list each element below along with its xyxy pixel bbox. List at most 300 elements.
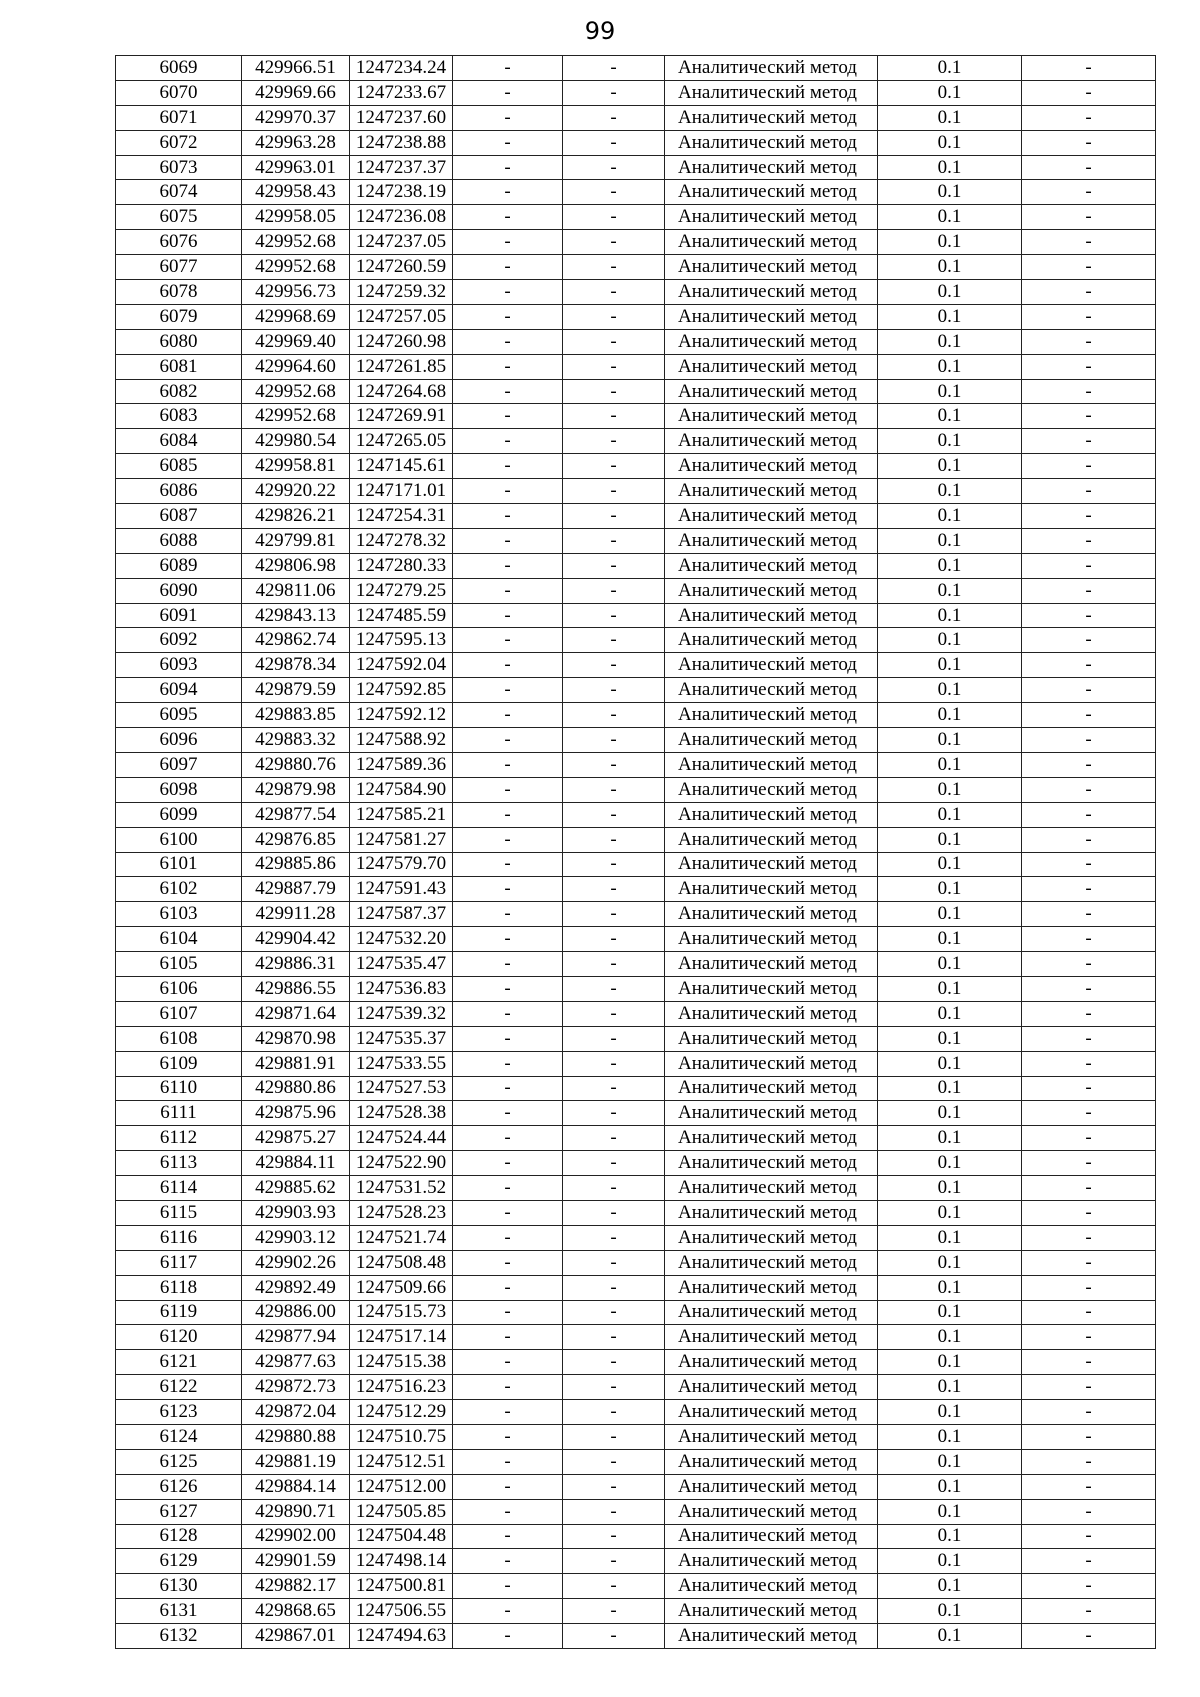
point-number-cell: 6071 bbox=[116, 105, 242, 130]
table-row bbox=[116, 628, 1156, 653]
dash-cell-b: - bbox=[563, 1300, 665, 1325]
dash-cell-c: - bbox=[1022, 1200, 1156, 1225]
dash-cell-b: - bbox=[563, 902, 665, 927]
dash-cell-c: - bbox=[1022, 703, 1156, 728]
accuracy-cell: 0.1 bbox=[878, 852, 1022, 877]
dash-cell-a: - bbox=[453, 379, 563, 404]
dash-cell-c: - bbox=[1022, 329, 1156, 354]
method-cell: Аналитический метод bbox=[665, 255, 878, 280]
dash-cell-b: - bbox=[563, 1524, 665, 1549]
dash-cell-c: - bbox=[1022, 1026, 1156, 1051]
x-coordinate-cell: 429958.81 bbox=[242, 454, 350, 479]
dash-cell-a: - bbox=[453, 454, 563, 479]
accuracy-cell: 0.1 bbox=[878, 1424, 1022, 1449]
table-row bbox=[116, 1275, 1156, 1300]
x-coordinate-cell: 429911.28 bbox=[242, 902, 350, 927]
accuracy-cell: 0.1 bbox=[878, 1325, 1022, 1350]
x-coordinate-cell: 429879.98 bbox=[242, 777, 350, 802]
x-coordinate-cell: 429887.79 bbox=[242, 877, 350, 902]
accuracy-cell: 0.1 bbox=[878, 280, 1022, 305]
x-coordinate-cell: 429963.01 bbox=[242, 155, 350, 180]
point-number-cell: 6083 bbox=[116, 404, 242, 429]
x-coordinate-cell: 429868.65 bbox=[242, 1599, 350, 1624]
dash-cell-b: - bbox=[563, 56, 665, 81]
table-row bbox=[116, 504, 1156, 529]
table-row bbox=[116, 1449, 1156, 1474]
method-cell: Аналитический метод bbox=[665, 802, 878, 827]
point-number-cell: 6130 bbox=[116, 1574, 242, 1599]
method-cell: Аналитический метод bbox=[665, 1375, 878, 1400]
x-coordinate-cell: 429885.62 bbox=[242, 1176, 350, 1201]
table-row bbox=[116, 902, 1156, 927]
point-number-cell: 6123 bbox=[116, 1400, 242, 1425]
accuracy-cell: 0.1 bbox=[878, 1574, 1022, 1599]
method-cell: Аналитический метод bbox=[665, 528, 878, 553]
point-number-cell: 6072 bbox=[116, 130, 242, 155]
point-number-cell: 6098 bbox=[116, 777, 242, 802]
y-coordinate-cell: 1247279.25 bbox=[350, 578, 453, 603]
x-coordinate-cell: 429952.68 bbox=[242, 230, 350, 255]
point-number-cell: 6120 bbox=[116, 1325, 242, 1350]
dash-cell-b: - bbox=[563, 777, 665, 802]
method-cell: Аналитический метод bbox=[665, 752, 878, 777]
dash-cell-c: - bbox=[1022, 1624, 1156, 1649]
method-cell: Аналитический метод bbox=[665, 1001, 878, 1026]
method-cell: Аналитический метод bbox=[665, 105, 878, 130]
point-number-cell: 6094 bbox=[116, 678, 242, 703]
dash-cell-c: - bbox=[1022, 504, 1156, 529]
dash-cell-a: - bbox=[453, 528, 563, 553]
x-coordinate-cell: 429952.68 bbox=[242, 379, 350, 404]
dash-cell-b: - bbox=[563, 603, 665, 628]
dash-cell-c: - bbox=[1022, 280, 1156, 305]
x-coordinate-cell: 429920.22 bbox=[242, 479, 350, 504]
dash-cell-c: - bbox=[1022, 852, 1156, 877]
x-coordinate-cell: 429881.91 bbox=[242, 1051, 350, 1076]
y-coordinate-cell: 1247171.01 bbox=[350, 479, 453, 504]
dash-cell-c: - bbox=[1022, 728, 1156, 753]
accuracy-cell: 0.1 bbox=[878, 678, 1022, 703]
point-number-cell: 6103 bbox=[116, 902, 242, 927]
dash-cell-a: - bbox=[453, 1474, 563, 1499]
dash-cell-a: - bbox=[453, 1599, 563, 1624]
dash-cell-c: - bbox=[1022, 752, 1156, 777]
accuracy-cell: 0.1 bbox=[878, 728, 1022, 753]
y-coordinate-cell: 1247508.48 bbox=[350, 1250, 453, 1275]
dash-cell-c: - bbox=[1022, 1051, 1156, 1076]
x-coordinate-cell: 429969.66 bbox=[242, 80, 350, 105]
dash-cell-c: - bbox=[1022, 354, 1156, 379]
table-row bbox=[116, 976, 1156, 1001]
dash-cell-b: - bbox=[563, 429, 665, 454]
point-number-cell: 6128 bbox=[116, 1524, 242, 1549]
method-cell: Аналитический метод bbox=[665, 1225, 878, 1250]
accuracy-cell: 0.1 bbox=[878, 230, 1022, 255]
dash-cell-a: - bbox=[453, 1624, 563, 1649]
dash-cell-a: - bbox=[453, 952, 563, 977]
x-coordinate-cell: 429843.13 bbox=[242, 603, 350, 628]
dash-cell-a: - bbox=[453, 80, 563, 105]
point-number-cell: 6116 bbox=[116, 1225, 242, 1250]
y-coordinate-cell: 1247498.14 bbox=[350, 1549, 453, 1574]
table-row bbox=[116, 329, 1156, 354]
dash-cell-a: - bbox=[453, 1400, 563, 1425]
method-cell: Аналитический метод bbox=[665, 205, 878, 230]
y-coordinate-cell: 1247536.83 bbox=[350, 976, 453, 1001]
dash-cell-a: - bbox=[453, 1225, 563, 1250]
dash-cell-b: - bbox=[563, 802, 665, 827]
dash-cell-b: - bbox=[563, 927, 665, 952]
dash-cell-c: - bbox=[1022, 603, 1156, 628]
dash-cell-c: - bbox=[1022, 1599, 1156, 1624]
dash-cell-a: - bbox=[453, 902, 563, 927]
dash-cell-c: - bbox=[1022, 553, 1156, 578]
method-cell: Аналитический метод bbox=[665, 877, 878, 902]
x-coordinate-cell: 429870.98 bbox=[242, 1026, 350, 1051]
table-row bbox=[116, 777, 1156, 802]
x-coordinate-cell: 429872.73 bbox=[242, 1375, 350, 1400]
x-coordinate-cell: 429871.64 bbox=[242, 1001, 350, 1026]
accuracy-cell: 0.1 bbox=[878, 976, 1022, 1001]
x-coordinate-cell: 429862.74 bbox=[242, 628, 350, 653]
dash-cell-c: - bbox=[1022, 976, 1156, 1001]
dash-cell-c: - bbox=[1022, 1375, 1156, 1400]
accuracy-cell: 0.1 bbox=[878, 1524, 1022, 1549]
dash-cell-c: - bbox=[1022, 80, 1156, 105]
accuracy-cell: 0.1 bbox=[878, 528, 1022, 553]
dash-cell-b: - bbox=[563, 628, 665, 653]
dash-cell-b: - bbox=[563, 1250, 665, 1275]
dash-cell-b: - bbox=[563, 1275, 665, 1300]
x-coordinate-cell: 429882.17 bbox=[242, 1574, 350, 1599]
accuracy-cell: 0.1 bbox=[878, 404, 1022, 429]
table-row bbox=[116, 1225, 1156, 1250]
method-cell: Аналитический метод bbox=[665, 230, 878, 255]
y-coordinate-cell: 1247521.74 bbox=[350, 1225, 453, 1250]
x-coordinate-cell: 429886.55 bbox=[242, 976, 350, 1001]
x-coordinate-cell: 429799.81 bbox=[242, 528, 350, 553]
y-coordinate-cell: 1247280.33 bbox=[350, 553, 453, 578]
dash-cell-c: - bbox=[1022, 827, 1156, 852]
x-coordinate-cell: 429881.19 bbox=[242, 1449, 350, 1474]
x-coordinate-cell: 429969.40 bbox=[242, 329, 350, 354]
y-coordinate-cell: 1247587.37 bbox=[350, 902, 453, 927]
table-row bbox=[116, 1051, 1156, 1076]
dash-cell-a: - bbox=[453, 429, 563, 454]
dash-cell-c: - bbox=[1022, 1001, 1156, 1026]
point-number-cell: 6131 bbox=[116, 1599, 242, 1624]
accuracy-cell: 0.1 bbox=[878, 628, 1022, 653]
dash-cell-b: - bbox=[563, 1151, 665, 1176]
dash-cell-b: - bbox=[563, 1200, 665, 1225]
method-cell: Аналитический метод bbox=[665, 1350, 878, 1375]
table-row bbox=[116, 1126, 1156, 1151]
x-coordinate-cell: 429904.42 bbox=[242, 927, 350, 952]
dash-cell-b: - bbox=[563, 230, 665, 255]
x-coordinate-cell: 429826.21 bbox=[242, 504, 350, 529]
y-coordinate-cell: 1247500.81 bbox=[350, 1574, 453, 1599]
y-coordinate-cell: 1247533.55 bbox=[350, 1051, 453, 1076]
y-coordinate-cell: 1247265.05 bbox=[350, 429, 453, 454]
method-cell: Аналитический метод bbox=[665, 1574, 878, 1599]
method-cell: Аналитический метод bbox=[665, 429, 878, 454]
point-number-cell: 6106 bbox=[116, 976, 242, 1001]
point-number-cell: 6122 bbox=[116, 1375, 242, 1400]
dash-cell-b: - bbox=[563, 528, 665, 553]
table-row bbox=[116, 105, 1156, 130]
page-number: 99 bbox=[584, 17, 616, 45]
table-row bbox=[116, 255, 1156, 280]
dash-cell-c: - bbox=[1022, 653, 1156, 678]
x-coordinate-cell: 429902.00 bbox=[242, 1524, 350, 1549]
y-coordinate-cell: 1247588.92 bbox=[350, 728, 453, 753]
accuracy-cell: 0.1 bbox=[878, 1200, 1022, 1225]
accuracy-cell: 0.1 bbox=[878, 1549, 1022, 1574]
table-row bbox=[116, 1524, 1156, 1549]
point-number-cell: 6087 bbox=[116, 504, 242, 529]
point-number-cell: 6082 bbox=[116, 379, 242, 404]
dash-cell-b: - bbox=[563, 304, 665, 329]
x-coordinate-cell: 429885.86 bbox=[242, 852, 350, 877]
dash-cell-c: - bbox=[1022, 802, 1156, 827]
dash-cell-b: - bbox=[563, 578, 665, 603]
dash-cell-c: - bbox=[1022, 105, 1156, 130]
dash-cell-c: - bbox=[1022, 1126, 1156, 1151]
x-coordinate-cell: 429901.59 bbox=[242, 1549, 350, 1574]
dash-cell-c: - bbox=[1022, 180, 1156, 205]
table-row bbox=[116, 379, 1156, 404]
dash-cell-a: - bbox=[453, 504, 563, 529]
x-coordinate-cell: 429872.04 bbox=[242, 1400, 350, 1425]
dash-cell-b: - bbox=[563, 105, 665, 130]
table-row bbox=[116, 1076, 1156, 1101]
dash-cell-b: - bbox=[563, 1624, 665, 1649]
dash-cell-c: - bbox=[1022, 230, 1156, 255]
dash-cell-c: - bbox=[1022, 1325, 1156, 1350]
y-coordinate-cell: 1247506.55 bbox=[350, 1599, 453, 1624]
dash-cell-a: - bbox=[453, 329, 563, 354]
method-cell: Аналитический метод bbox=[665, 1275, 878, 1300]
y-coordinate-cell: 1247264.68 bbox=[350, 379, 453, 404]
method-cell: Аналитический метод bbox=[665, 1549, 878, 1574]
y-coordinate-cell: 1247236.08 bbox=[350, 205, 453, 230]
accuracy-cell: 0.1 bbox=[878, 802, 1022, 827]
dash-cell-a: - bbox=[453, 1151, 563, 1176]
x-coordinate-cell: 429876.85 bbox=[242, 827, 350, 852]
dash-cell-c: - bbox=[1022, 56, 1156, 81]
dash-cell-c: - bbox=[1022, 130, 1156, 155]
dash-cell-a: - bbox=[453, 105, 563, 130]
table-row bbox=[116, 454, 1156, 479]
dash-cell-a: - bbox=[453, 280, 563, 305]
table-row bbox=[116, 678, 1156, 703]
dash-cell-c: - bbox=[1022, 902, 1156, 927]
method-cell: Аналитический метод bbox=[665, 952, 878, 977]
y-coordinate-cell: 1247581.27 bbox=[350, 827, 453, 852]
dash-cell-a: - bbox=[453, 553, 563, 578]
method-cell: Аналитический метод bbox=[665, 504, 878, 529]
table-row bbox=[116, 1176, 1156, 1201]
y-coordinate-cell: 1247528.23 bbox=[350, 1200, 453, 1225]
method-cell: Аналитический метод bbox=[665, 329, 878, 354]
point-number-cell: 6124 bbox=[116, 1424, 242, 1449]
point-number-cell: 6110 bbox=[116, 1076, 242, 1101]
x-coordinate-cell: 429956.73 bbox=[242, 280, 350, 305]
point-number-cell: 6129 bbox=[116, 1549, 242, 1574]
dash-cell-b: - bbox=[563, 976, 665, 1001]
method-cell: Аналитический метод bbox=[665, 404, 878, 429]
y-coordinate-cell: 1247237.60 bbox=[350, 105, 453, 130]
dash-cell-a: - bbox=[453, 1176, 563, 1201]
y-coordinate-cell: 1247512.00 bbox=[350, 1474, 453, 1499]
method-cell: Аналитический метод bbox=[665, 130, 878, 155]
y-coordinate-cell: 1247522.90 bbox=[350, 1151, 453, 1176]
method-cell: Аналитический метод bbox=[665, 1300, 878, 1325]
method-cell: Аналитический метод bbox=[665, 1200, 878, 1225]
point-number-cell: 6093 bbox=[116, 653, 242, 678]
x-coordinate-cell: 429958.05 bbox=[242, 205, 350, 230]
accuracy-cell: 0.1 bbox=[878, 304, 1022, 329]
accuracy-cell: 0.1 bbox=[878, 354, 1022, 379]
dash-cell-c: - bbox=[1022, 155, 1156, 180]
dash-cell-b: - bbox=[563, 1350, 665, 1375]
method-cell: Аналитический метод bbox=[665, 553, 878, 578]
dash-cell-b: - bbox=[563, 553, 665, 578]
accuracy-cell: 0.1 bbox=[878, 479, 1022, 504]
dash-cell-a: - bbox=[453, 1549, 563, 1574]
method-cell: Аналитический метод bbox=[665, 628, 878, 653]
y-coordinate-cell: 1247592.85 bbox=[350, 678, 453, 703]
dash-cell-b: - bbox=[563, 1549, 665, 1574]
dash-cell-b: - bbox=[563, 1599, 665, 1624]
table-row bbox=[116, 130, 1156, 155]
dash-cell-b: - bbox=[563, 728, 665, 753]
y-coordinate-cell: 1247278.32 bbox=[350, 528, 453, 553]
dash-cell-b: - bbox=[563, 130, 665, 155]
point-number-cell: 6125 bbox=[116, 1449, 242, 1474]
accuracy-cell: 0.1 bbox=[878, 827, 1022, 852]
method-cell: Аналитический метод bbox=[665, 827, 878, 852]
table-row bbox=[116, 528, 1156, 553]
dash-cell-c: - bbox=[1022, 1101, 1156, 1126]
method-cell: Аналитический метод bbox=[665, 976, 878, 1001]
dash-cell-a: - bbox=[453, 354, 563, 379]
y-coordinate-cell: 1247260.59 bbox=[350, 255, 453, 280]
dash-cell-b: - bbox=[563, 877, 665, 902]
accuracy-cell: 0.1 bbox=[878, 927, 1022, 952]
point-number-cell: 6119 bbox=[116, 1300, 242, 1325]
dash-cell-b: - bbox=[563, 1400, 665, 1425]
dash-cell-a: - bbox=[453, 703, 563, 728]
dash-cell-a: - bbox=[453, 230, 563, 255]
method-cell: Аналитический метод bbox=[665, 902, 878, 927]
accuracy-cell: 0.1 bbox=[878, 1076, 1022, 1101]
accuracy-cell: 0.1 bbox=[878, 56, 1022, 81]
accuracy-cell: 0.1 bbox=[878, 130, 1022, 155]
point-number-cell: 6096 bbox=[116, 728, 242, 753]
y-coordinate-cell: 1247532.20 bbox=[350, 927, 453, 952]
dash-cell-c: - bbox=[1022, 1300, 1156, 1325]
method-cell: Аналитический метод bbox=[665, 1076, 878, 1101]
table-row bbox=[116, 603, 1156, 628]
x-coordinate-cell: 429880.76 bbox=[242, 752, 350, 777]
dash-cell-c: - bbox=[1022, 1474, 1156, 1499]
accuracy-cell: 0.1 bbox=[878, 578, 1022, 603]
point-number-cell: 6111 bbox=[116, 1101, 242, 1126]
dash-cell-a: - bbox=[453, 728, 563, 753]
method-cell: Аналитический метод bbox=[665, 777, 878, 802]
y-coordinate-cell: 1247509.66 bbox=[350, 1275, 453, 1300]
dash-cell-a: - bbox=[453, 927, 563, 952]
dash-cell-b: - bbox=[563, 180, 665, 205]
table-row bbox=[116, 80, 1156, 105]
point-number-cell: 6113 bbox=[116, 1151, 242, 1176]
point-number-cell: 6097 bbox=[116, 752, 242, 777]
accuracy-cell: 0.1 bbox=[878, 603, 1022, 628]
point-number-cell: 6112 bbox=[116, 1126, 242, 1151]
dash-cell-b: - bbox=[563, 1424, 665, 1449]
method-cell: Аналитический метод bbox=[665, 304, 878, 329]
y-coordinate-cell: 1247535.47 bbox=[350, 952, 453, 977]
point-number-cell: 6074 bbox=[116, 180, 242, 205]
y-coordinate-cell: 1247595.13 bbox=[350, 628, 453, 653]
y-coordinate-cell: 1247494.63 bbox=[350, 1624, 453, 1649]
method-cell: Аналитический метод bbox=[665, 927, 878, 952]
point-number-cell: 6117 bbox=[116, 1250, 242, 1275]
accuracy-cell: 0.1 bbox=[878, 952, 1022, 977]
dash-cell-a: - bbox=[453, 180, 563, 205]
method-cell: Аналитический метод bbox=[665, 1400, 878, 1425]
dash-cell-b: - bbox=[563, 479, 665, 504]
x-coordinate-cell: 429886.31 bbox=[242, 952, 350, 977]
accuracy-cell: 0.1 bbox=[878, 1051, 1022, 1076]
dash-cell-c: - bbox=[1022, 1524, 1156, 1549]
dash-cell-a: - bbox=[453, 304, 563, 329]
accuracy-cell: 0.1 bbox=[878, 329, 1022, 354]
x-coordinate-cell: 429877.63 bbox=[242, 1350, 350, 1375]
table-row bbox=[116, 1101, 1156, 1126]
dash-cell-a: - bbox=[453, 1026, 563, 1051]
dash-cell-c: - bbox=[1022, 1250, 1156, 1275]
point-number-cell: 6081 bbox=[116, 354, 242, 379]
y-coordinate-cell: 1247539.32 bbox=[350, 1001, 453, 1026]
y-coordinate-cell: 1247512.51 bbox=[350, 1449, 453, 1474]
accuracy-cell: 0.1 bbox=[878, 1176, 1022, 1201]
accuracy-cell: 0.1 bbox=[878, 429, 1022, 454]
table-row bbox=[116, 852, 1156, 877]
dash-cell-b: - bbox=[563, 752, 665, 777]
dash-cell-b: - bbox=[563, 1574, 665, 1599]
dash-cell-a: - bbox=[453, 877, 563, 902]
dash-cell-b: - bbox=[563, 1176, 665, 1201]
x-coordinate-cell: 429968.69 bbox=[242, 304, 350, 329]
table-row bbox=[116, 1599, 1156, 1624]
dash-cell-c: - bbox=[1022, 429, 1156, 454]
y-coordinate-cell: 1247269.91 bbox=[350, 404, 453, 429]
dash-cell-a: - bbox=[453, 1076, 563, 1101]
dash-cell-a: - bbox=[453, 404, 563, 429]
dash-cell-a: - bbox=[453, 56, 563, 81]
point-number-cell: 6099 bbox=[116, 802, 242, 827]
dash-cell-b: - bbox=[563, 1001, 665, 1026]
table-row bbox=[116, 1574, 1156, 1599]
point-number-cell: 6108 bbox=[116, 1026, 242, 1051]
x-coordinate-cell: 429952.68 bbox=[242, 404, 350, 429]
y-coordinate-cell: 1247579.70 bbox=[350, 852, 453, 877]
dash-cell-b: - bbox=[563, 703, 665, 728]
accuracy-cell: 0.1 bbox=[878, 1300, 1022, 1325]
dash-cell-c: - bbox=[1022, 952, 1156, 977]
